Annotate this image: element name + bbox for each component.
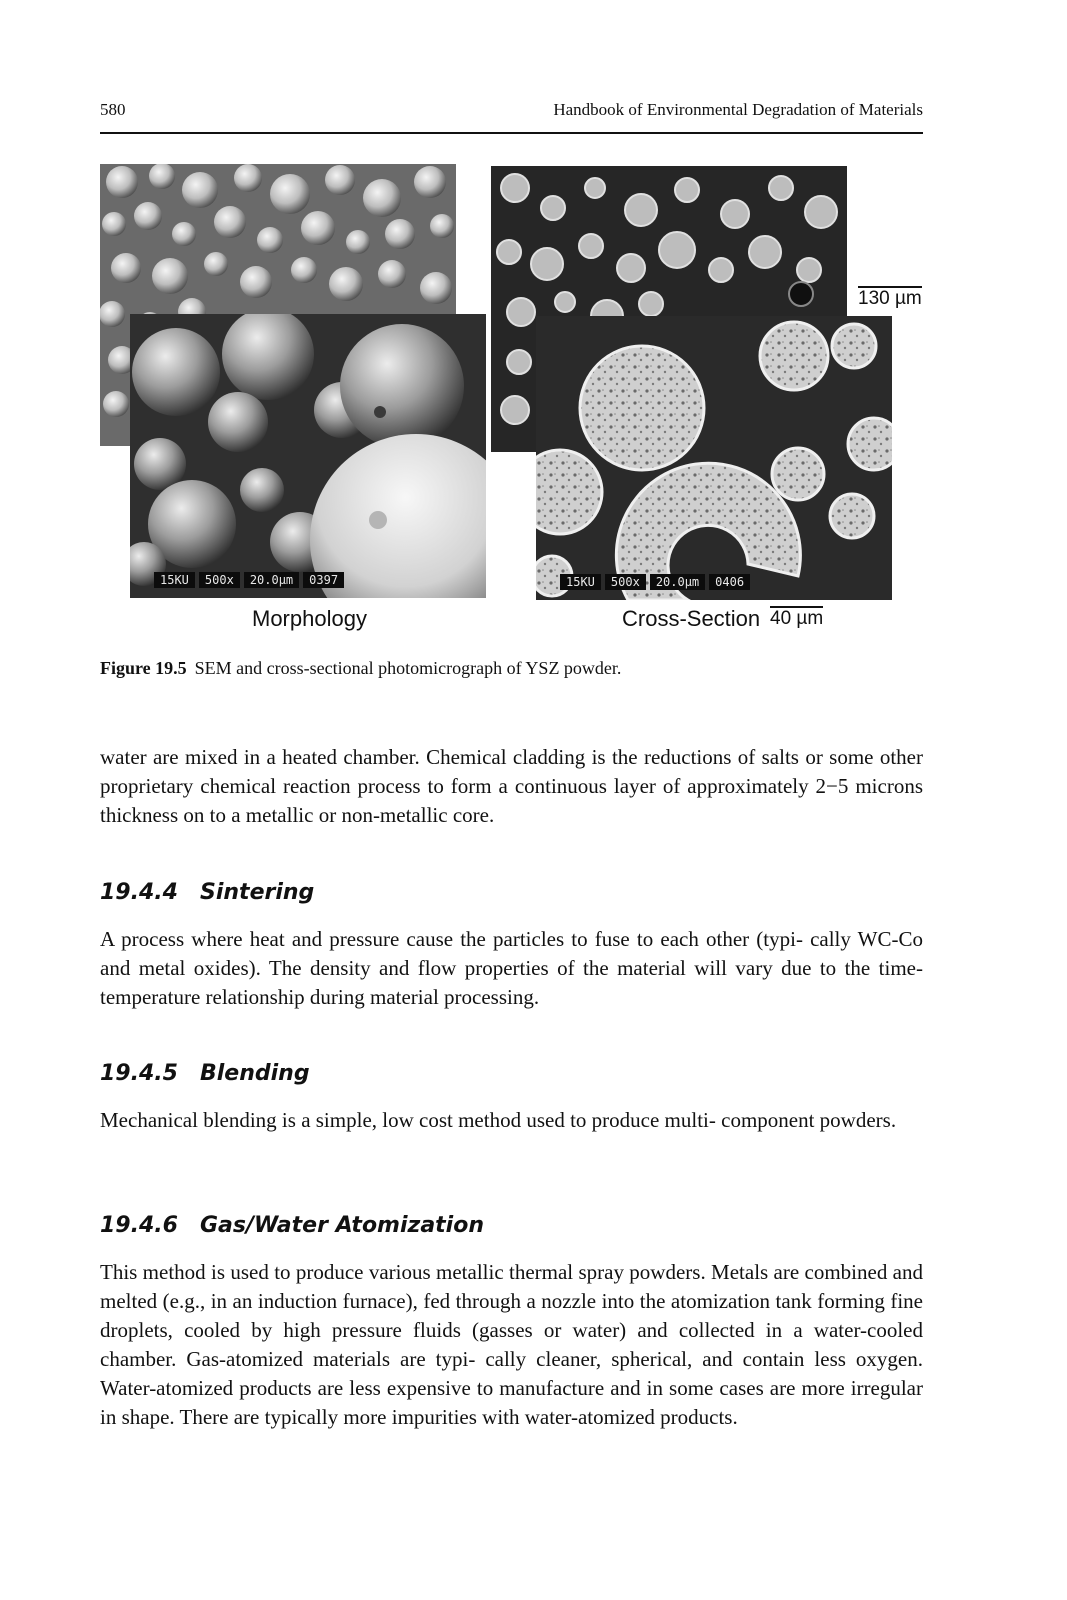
- section-number: 19.4.6: [100, 1213, 178, 1238]
- section-heading-blending: [100, 1061, 923, 1086]
- figure-19-5: [100, 162, 923, 642]
- morphology-voltage: 15KU: [154, 572, 195, 588]
- cross-section-magnification: 500x: [605, 574, 646, 590]
- morphology-high-mag-image: [130, 314, 486, 598]
- gas-water-atomization-paragraph: This method is used to produce various metallic thermal spray powders. Metals are combined and melted (e.g., in an induction furnace), fed through a nozzle into the atomization tank forming fine droplets, cooled by high pressure fluids (gasses or water) and collected in a water-cooled chamber. Gas-atomized materials are typi- cally cleaner, spherical, and contain less oxygen. Water-atomized products are less expensive to manufacture and in some cases are more irregular in shape. There are typically more impurities with water-atomized products.: [100, 1260, 923, 1429]
- figure-caption-label: Figure 19.5: [100, 658, 187, 678]
- figure-caption: [100, 658, 923, 679]
- cross-section-image-number: 0406: [709, 574, 750, 590]
- morphology-info-bar: [154, 570, 348, 590]
- running-header: [100, 98, 923, 134]
- figure-caption-text: SEM and cross-sectional photomicrograph of YSZ powder.: [194, 658, 622, 678]
- sintering-paragraph: A process where heat and pressure cause the particles to fuse to each other (typi- cally WC-Co and metal oxides). The density and flow properties of the material will vary due to the time-temperature relationship during material processing.: [100, 927, 923, 1009]
- scale-130-um-label: 130 µm: [858, 288, 922, 309]
- cross-section-high-mag-micrograph: [536, 316, 892, 600]
- book-title: Handbook of Environmental Degradation of Materials: [553, 100, 923, 119]
- page-number: 580: [100, 100, 126, 119]
- blending-paragraph: Mechanical blending is a simple, low cost method used to produce multi- component powders.: [100, 1108, 897, 1132]
- morphology-scale-marker: 20.0µm: [244, 572, 299, 588]
- intro-paragraph: water are mixed in a heated chamber. Chemical cladding is the reductions of salts or some other proprietary chemical reaction process to form a continuous layer of approximately 2−5 microns thickness on to a metallic or non-metallic core.: [100, 745, 923, 827]
- section-title: Gas/Water Atomization: [200, 1213, 485, 1238]
- scale-130-um: [858, 288, 922, 310]
- section-heading-gas-water-atomization: [100, 1213, 923, 1238]
- cross-section-voltage: 15KU: [560, 574, 601, 590]
- section-number: 19.4.5: [100, 1061, 178, 1086]
- section-number: 19.4.4: [100, 880, 178, 905]
- section-title: Sintering: [200, 880, 315, 905]
- scale-40-um: [770, 608, 823, 630]
- cross-section-scale-marker: 20.0µm: [650, 574, 705, 590]
- cross-section-label: Cross-Section: [622, 606, 761, 631]
- cross-section-info-bar: [560, 572, 754, 592]
- morphology-image-number: 0397: [303, 572, 344, 588]
- morphology-magnification: 500x: [199, 572, 240, 588]
- section-title: Blending: [200, 1061, 310, 1086]
- morphology-label: Morphology: [252, 606, 367, 631]
- morphology-high-mag-micrograph: [130, 314, 486, 598]
- section-heading-sintering: [100, 880, 923, 905]
- cross-section-high-mag-image: [536, 316, 892, 600]
- scale-40-um-label: 40 µm: [770, 608, 824, 629]
